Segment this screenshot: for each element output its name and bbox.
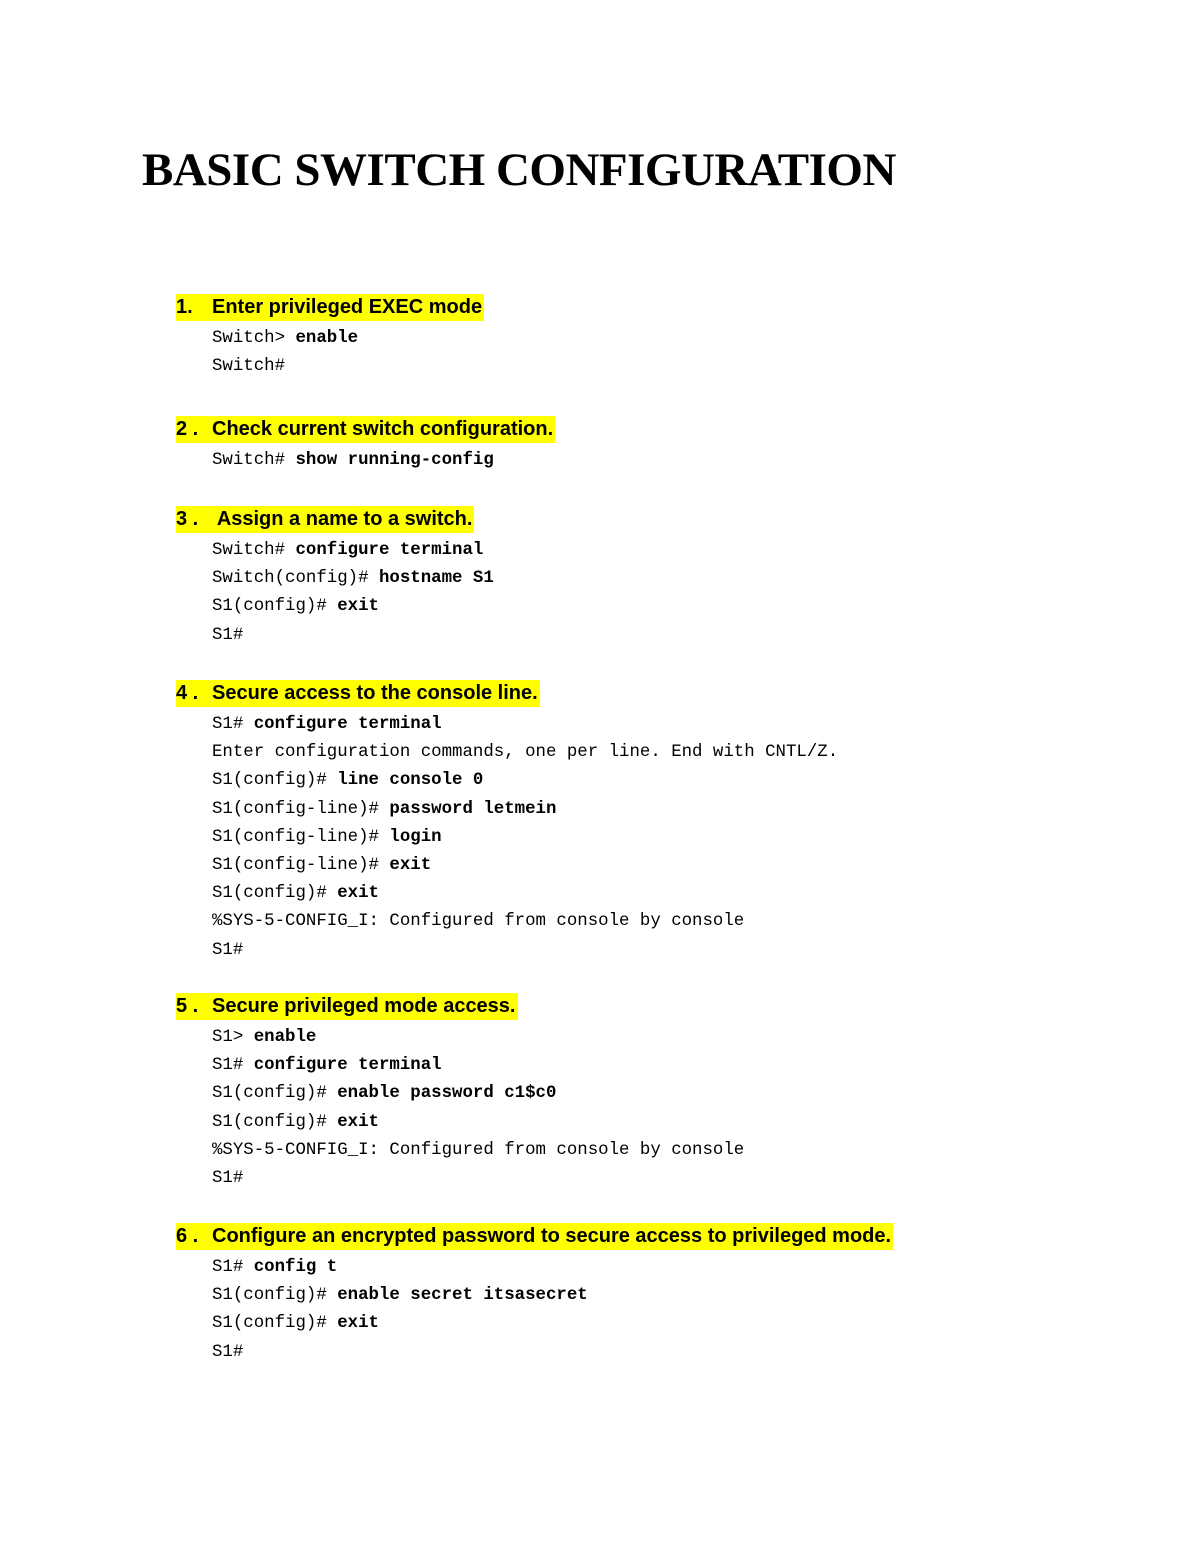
code-command: password letmein (389, 799, 557, 819)
section-heading (176, 680, 540, 707)
code-line (212, 908, 838, 936)
code-prompt: S1# (212, 715, 254, 734)
code-prompt: S1(config)# (212, 771, 338, 791)
code-line (212, 1310, 893, 1338)
code-line (212, 593, 494, 621)
code-line (212, 353, 484, 381)
code-command: enable password c1$c0 (337, 1084, 557, 1104)
code-prompt: Switch# (212, 541, 296, 560)
section-number: 3 . (176, 508, 199, 530)
section-4 (176, 680, 838, 965)
code-line (212, 1254, 893, 1282)
code-prompt: Switch(config)# (212, 569, 379, 589)
section-heading-text: Secure access to the console line. (212, 682, 538, 704)
code-prompt: S1# (212, 625, 244, 645)
code-prompt: Switch# (212, 357, 286, 377)
code-line (212, 622, 494, 650)
code-command: exit (337, 597, 379, 617)
section-3 (176, 506, 494, 650)
code-line (212, 796, 838, 824)
code-prompt: S1(config-line)# (212, 856, 390, 876)
section-1 (176, 294, 484, 381)
code-block (212, 447, 555, 475)
section-number: 5 . (176, 995, 199, 1017)
code-prompt: S1# (212, 1342, 244, 1362)
section-number: 2 . (176, 418, 199, 440)
code-prompt: Switch# (212, 451, 296, 470)
section-heading (176, 506, 474, 533)
code-command: enable (253, 1028, 317, 1047)
code-line (212, 767, 838, 795)
page-title: BASIC SWITCH CONFIGURATION (142, 144, 896, 196)
code-command: exit (337, 884, 379, 904)
code-prompt: S1(config)# (212, 1112, 338, 1132)
code-line (212, 852, 838, 880)
section-2 (176, 416, 555, 475)
code-line (212, 1052, 744, 1080)
code-line (212, 447, 555, 475)
section-number: 6 . (176, 1225, 199, 1247)
code-prompt: S1(config-line)# (212, 827, 390, 847)
code-prompt: S1(config-line)# (212, 799, 390, 819)
section-heading-text: Enter privileged EXEC mode (212, 296, 483, 318)
code-prompt: S1(config)# (212, 1314, 338, 1334)
code-block (212, 1254, 893, 1367)
section-5 (176, 993, 744, 1193)
code-prompt: %SYS-5-CONFIG_I: Configured from console by console (212, 912, 745, 932)
code-command: configure terminal (253, 1056, 442, 1076)
code-prompt: S1# (212, 1258, 254, 1277)
code-command: login (389, 827, 442, 847)
code-block (212, 325, 484, 381)
code-line (212, 1109, 744, 1137)
code-line (212, 824, 838, 852)
section-heading (176, 1223, 893, 1250)
section-number: 1. (176, 296, 193, 318)
code-prompt: S1# (212, 1169, 244, 1189)
code-line (212, 565, 494, 593)
section-number: 4 . (176, 682, 199, 704)
section-heading-text: Assign a name to a switch. (212, 508, 473, 530)
code-block (212, 1024, 744, 1193)
code-command: config t (253, 1258, 338, 1277)
code-line (212, 880, 838, 908)
code-command: exit (337, 1314, 379, 1334)
code-line (212, 1024, 744, 1052)
code-prompt: S1# (212, 940, 244, 960)
code-command: enable (295, 329, 359, 348)
section-heading-text: Configure an encrypted password to secure access to privileged mode. (212, 1225, 892, 1247)
code-line (212, 1137, 744, 1165)
code-line (212, 1165, 744, 1193)
code-command: configure terminal (253, 715, 442, 734)
code-line (212, 739, 838, 767)
code-prompt: S1(config)# (212, 1286, 338, 1306)
code-prompt: %SYS-5-CONFIG_I: Configured from console by console (212, 1140, 745, 1160)
code-command: hostname S1 (378, 569, 494, 589)
code-command: exit (337, 1112, 379, 1132)
code-line (212, 1080, 744, 1108)
code-line (212, 1339, 893, 1367)
code-block (212, 711, 838, 965)
section-heading (176, 294, 484, 321)
code-line (212, 711, 838, 739)
section-heading (176, 993, 518, 1020)
code-block (212, 537, 494, 650)
code-line (212, 1282, 893, 1310)
code-prompt: S1(config)# (212, 1084, 338, 1104)
code-command: line console 0 (337, 771, 484, 791)
code-prompt: Switch> (212, 329, 296, 348)
code-command: configure terminal (295, 541, 484, 560)
section-heading-text: Check current switch configuration. (212, 418, 554, 440)
code-line (212, 537, 494, 565)
code-prompt: Enter configuration commands, one per line. End with CNTL/Z. (212, 743, 839, 763)
code-prompt: S1> (212, 1028, 254, 1047)
code-command: exit (389, 856, 432, 876)
code-command: enable secret itsasecret (337, 1286, 588, 1306)
code-prompt: S1(config)# (212, 597, 338, 617)
code-command: show running-config (295, 451, 494, 470)
section-heading-text: Secure privileged mode access. (212, 995, 516, 1017)
section-6 (176, 1223, 893, 1367)
code-line (212, 937, 838, 965)
code-prompt: S1# (212, 1056, 254, 1076)
code-line (212, 325, 484, 353)
section-heading (176, 416, 555, 443)
code-prompt: S1(config)# (212, 884, 338, 904)
